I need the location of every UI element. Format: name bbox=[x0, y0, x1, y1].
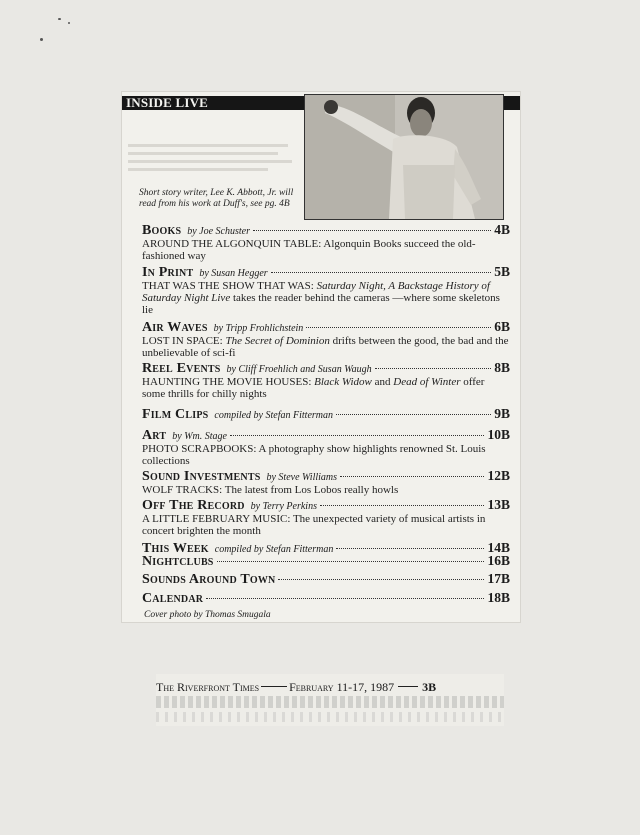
toc-entry-calendar bbox=[142, 591, 510, 605]
paper-speck bbox=[58, 18, 61, 20]
man-at-chalkboard-photo bbox=[305, 95, 503, 219]
section-description bbox=[142, 280, 510, 317]
contents-clipping bbox=[122, 92, 520, 622]
dot-leader bbox=[271, 271, 492, 273]
bleed-through-noise bbox=[156, 712, 504, 722]
issue-date: February 11-17, 1987 bbox=[289, 680, 395, 694]
description-text: and bbox=[371, 376, 394, 388]
section-description bbox=[142, 443, 510, 467]
footer-rule bbox=[261, 686, 287, 687]
dot-leader bbox=[230, 434, 485, 436]
page-number: 8B bbox=[494, 360, 510, 375]
toc-entry-books bbox=[142, 223, 510, 262]
page-number: 9B bbox=[494, 406, 510, 421]
section-title: Sound Investments bbox=[142, 469, 261, 484]
section-byline: by Wm. Stage bbox=[172, 431, 227, 442]
toc-entry-air-waves bbox=[142, 320, 510, 359]
toc-entry-off-the-record bbox=[142, 498, 510, 537]
section-description bbox=[142, 513, 510, 537]
bleed-through-text bbox=[128, 160, 292, 163]
section-title: Nightclubs bbox=[142, 554, 214, 569]
page-footer-clipping bbox=[156, 674, 504, 726]
footer-page-number: 3B bbox=[422, 680, 437, 694]
paper-speck bbox=[40, 38, 43, 41]
bleed-through-text bbox=[128, 152, 278, 155]
description-text: drifts between the good, the bad and the unbelievable of sci-fi bbox=[142, 335, 509, 360]
cover-photo bbox=[304, 94, 504, 220]
description-text: takes the reader behind the cameras —where some skeletons lie bbox=[142, 292, 500, 317]
page-number: 10B bbox=[487, 427, 510, 442]
section-title: In Print bbox=[142, 265, 194, 280]
section-byline: by Cliff Froehlich and Susan Waugh bbox=[226, 364, 372, 375]
dot-leader bbox=[278, 578, 484, 580]
description-title: The Secret of Dominion bbox=[225, 335, 330, 347]
description-text: PHOTO SCRAPBOOKS: A photography show highlights renowned St. Louis collections bbox=[142, 443, 486, 468]
cover-photo-credit: Cover photo by Thomas Smugala bbox=[144, 610, 271, 620]
publication-name: The Riverfront Times bbox=[156, 680, 260, 694]
dot-leader bbox=[206, 597, 484, 599]
section-description bbox=[142, 376, 510, 400]
page-number: 5B bbox=[494, 264, 510, 279]
section-title: Books bbox=[142, 223, 182, 238]
toc-entry-art bbox=[142, 428, 510, 467]
description-text: WOLF TRACKS: The latest from Los Lobos really howls bbox=[142, 484, 399, 496]
description-text: AROUND THE ALGONQUIN TABLE: Algonquin Books succeed the old-fashioned way bbox=[142, 238, 476, 263]
bleed-through-text bbox=[128, 168, 268, 171]
dot-leader bbox=[340, 475, 484, 477]
toc-entry-nightclubs bbox=[142, 554, 510, 568]
section-description bbox=[142, 238, 510, 262]
description-title: Saturday Night, A Backstage History of Saturday Night Live bbox=[142, 280, 490, 305]
mirrored-bleed-through bbox=[156, 696, 504, 708]
toc-entry-sounds-around-town bbox=[142, 572, 510, 586]
page-number: 18B bbox=[487, 590, 510, 605]
description-text: THAT WAS THE SHOW THAT WAS: bbox=[142, 280, 317, 292]
dot-leader bbox=[320, 504, 485, 506]
paper-speck bbox=[68, 22, 70, 24]
section-title: Art bbox=[142, 428, 167, 443]
section-byline: by Joe Schuster bbox=[187, 226, 250, 237]
section-byline: compiled by Stefan Fitterman bbox=[214, 410, 333, 421]
page-number: 16B bbox=[487, 553, 510, 568]
page-number: 17B bbox=[487, 571, 510, 586]
dot-leader bbox=[336, 413, 491, 415]
description-text: A LITTLE FEBRUARY MUSIC: The unexpected variety of musical artists in concert brighten the month bbox=[142, 513, 486, 538]
footer-rule bbox=[398, 686, 418, 687]
dot-leader bbox=[217, 560, 485, 562]
section-byline: by Terry Perkins bbox=[250, 501, 317, 512]
page-number: 14B bbox=[487, 540, 510, 555]
section-title: Calendar bbox=[142, 591, 204, 606]
toc-entry-reel-events bbox=[142, 361, 510, 400]
toc-entry-sound-investments bbox=[142, 469, 510, 496]
section-title: Reel Events bbox=[142, 361, 221, 376]
section-description bbox=[142, 335, 510, 359]
section-title: Sounds Around Town bbox=[142, 572, 276, 587]
toc-entry-film-clips bbox=[142, 407, 510, 422]
section-title: This Week bbox=[142, 541, 209, 556]
footer-line bbox=[156, 680, 504, 695]
dot-leader bbox=[306, 326, 491, 328]
section-byline: compiled by Stefan Fitterman bbox=[214, 544, 334, 555]
page-number: 13B bbox=[487, 497, 510, 512]
page-number: 6B bbox=[494, 319, 510, 334]
section-byline: by Susan Hegger bbox=[199, 268, 268, 279]
description-title: Dead of Winter bbox=[393, 376, 461, 388]
dot-leader bbox=[375, 367, 492, 369]
description-text: offer some thrills for chilly nights bbox=[142, 376, 485, 401]
description-text: LOST IN SPACE: bbox=[142, 335, 226, 347]
page-number: 12B bbox=[487, 468, 510, 483]
dot-leader bbox=[253, 229, 491, 231]
photo-caption: Short story writer, Lee K. Abbott, Jr. will read from his work at Duff's, see pg. 4B bbox=[139, 188, 294, 209]
section-title: Off The Record bbox=[142, 498, 245, 513]
description-title: Black Widow bbox=[314, 376, 372, 388]
section-header-title: INSIDE LIVE bbox=[126, 95, 209, 110]
section-byline: by Steve Williams bbox=[266, 472, 338, 483]
section-description bbox=[142, 484, 510, 496]
section-title: Film Clips bbox=[142, 407, 209, 422]
bleed-through-text bbox=[128, 144, 288, 147]
dot-leader bbox=[336, 547, 484, 549]
section-title: Air Waves bbox=[142, 320, 208, 335]
section-byline: by Tripp Frohlichstein bbox=[213, 323, 304, 334]
description-text: HAUNTING THE MOVIE HOUSES: bbox=[142, 376, 315, 388]
toc-entry-in-print bbox=[142, 265, 510, 317]
page-number: 4B bbox=[494, 222, 510, 237]
